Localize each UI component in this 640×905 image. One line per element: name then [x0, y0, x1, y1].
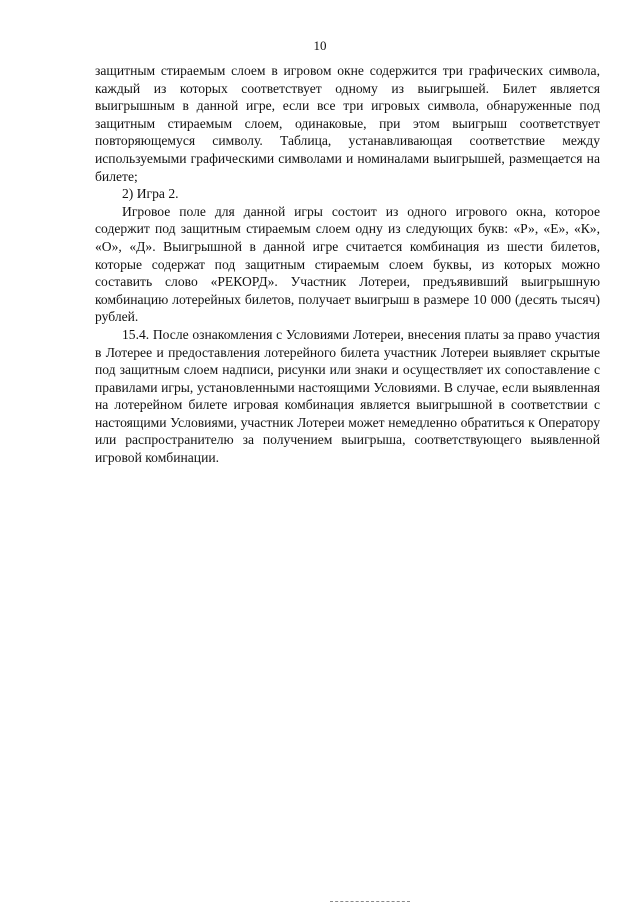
paragraph-game2-heading: 2) Игра 2. [122, 186, 179, 202]
paragraph-section-15-4: 15.4. После ознакомления с Условиями Лотереи, внесения платы за право участия в Лотерее и предоставления лотерейного билета участник Лотереи выявляет скрытые под защитным слоем надписи, рисунки или знаки и осуществляет их сопоставление с правилами игры, установленными настоящими Условиями. В случае, если выявленная на лотерейном билете игровая комбинация является выигрышной в соответствии с настоящими Условиями, участник Лотереи может немедленно обратиться к Оператору или распространителю за получением выигрыша, соответствующего выявленной игровой комбинации. [95, 326, 600, 466]
page-number: 10 [313, 38, 327, 53]
scan-edge-mark [330, 901, 410, 903]
document-body [95, 62, 600, 467]
paragraph-game1-continuation: защитным стираемым слоем в игровом окне содержится три графических символа, каждый из которых соответствует одному из выигрышей. Билет является выигрышным в данной игре, если все три игровых символа, обнаруженные под защитным стираемым слоем, одинаковые, при этом выигрыш соответствует повторяющемуся символу. Таблица, устанавливающая соответствие между используемыми графическими символами и номиналами выигрышей, размещается на билете; [95, 63, 600, 184]
paragraph-game2-description: Игровое поле для данной игры состоит из одного игрового окна, которое содержит под защитным стираемым слоем одну из следующих букв: «Р», «Е», «К», «О», «Д». Выигрышной в данной игре считается комбинация из шести билетов, которые содержат под защитным стираемым слоем буквы, из которых можно составить слово «РЕКОРД». Участник Лотереи, предъявивший выигрышную комбинацию лотерейных билетов, получает выигрыш в размере 10 000 (десять тысяч) рублей. [95, 203, 600, 325]
